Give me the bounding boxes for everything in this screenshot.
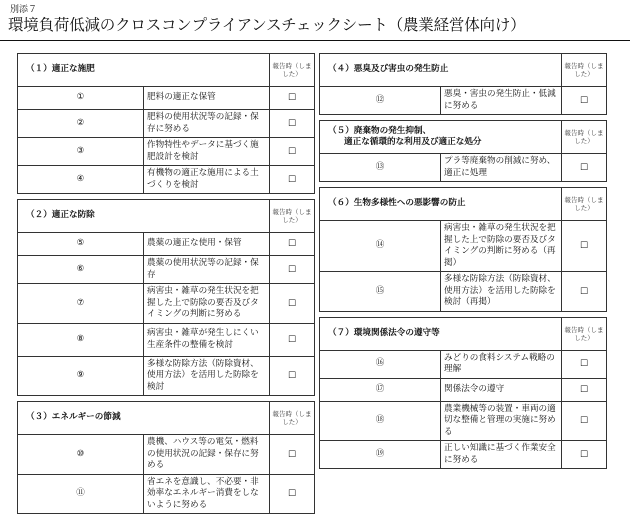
report-checkbox[interactable]: □ bbox=[270, 284, 315, 324]
item-number: ⑰ bbox=[320, 378, 441, 401]
report-column-header: 報告時（しました） bbox=[562, 188, 607, 221]
report-checkbox[interactable]: □ bbox=[562, 87, 607, 115]
item-number: ② bbox=[18, 110, 144, 138]
report-checkbox[interactable]: □ bbox=[562, 441, 607, 469]
item-text: 多様な防除方法（防除資材、使用方法）を活用した防除を検討（再掲） bbox=[441, 272, 562, 312]
report-column-header: 報告時（しました） bbox=[562, 54, 607, 87]
item-number: ⑨ bbox=[18, 356, 144, 396]
section-energy-saving bbox=[17, 401, 315, 514]
item-number: ③ bbox=[18, 138, 144, 166]
item-text: 正しい知識に基づく作業安全に努める bbox=[441, 441, 562, 469]
report-checkbox[interactable]: □ bbox=[270, 356, 315, 396]
item-number: ⑦ bbox=[18, 284, 144, 324]
section-heading: （４）悪臭及び害虫の発生防止 bbox=[320, 54, 562, 87]
title-underline bbox=[0, 40, 630, 41]
report-checkbox[interactable]: □ bbox=[562, 378, 607, 401]
item-text: 肥料の適正な保管 bbox=[144, 87, 270, 110]
section-pest-control bbox=[17, 199, 315, 396]
section-heading: （７）環境関係法令の遵守等 bbox=[320, 317, 562, 350]
item-text: 関係法令の遵守 bbox=[441, 378, 562, 401]
left-column bbox=[17, 53, 315, 519]
item-number: ⑪ bbox=[18, 474, 144, 514]
report-checkbox[interactable]: □ bbox=[270, 110, 315, 138]
section-biodiversity bbox=[319, 187, 607, 312]
right-column bbox=[319, 53, 607, 474]
section-legal-compliance bbox=[319, 317, 607, 470]
item-number: ⑬ bbox=[320, 154, 441, 182]
item-number: ⑯ bbox=[320, 350, 441, 378]
section-heading: （６）生物多様性への悪影響の防止 bbox=[320, 188, 562, 221]
item-number: ④ bbox=[18, 166, 144, 194]
report-column-header: 報告時（しました） bbox=[270, 54, 315, 87]
report-checkbox[interactable]: □ bbox=[270, 138, 315, 166]
item-text: 有機物の適正な施用による土づくりを検討 bbox=[144, 166, 270, 194]
section-heading-line1: （５）廃棄物の発生抑制、 bbox=[328, 125, 432, 136]
report-column-header: 報告時（しました） bbox=[562, 317, 607, 350]
annex-label: 別添７ bbox=[10, 5, 38, 15]
report-checkbox[interactable]: □ bbox=[562, 401, 607, 441]
report-checkbox[interactable]: □ bbox=[270, 166, 315, 194]
section-heading: （３）エネルギーの節減 bbox=[18, 402, 270, 435]
report-checkbox[interactable]: □ bbox=[270, 435, 315, 475]
item-text: 悪臭・害虫の発生防止・低減に努める bbox=[441, 87, 562, 115]
item-text: 作物特性やデータに基づく施肥設計を検討 bbox=[144, 138, 270, 166]
item-number: ⑧ bbox=[18, 323, 144, 356]
report-checkbox[interactable]: □ bbox=[270, 474, 315, 514]
item-text: 農業機械等の装置・車両の適切な整備と管理の実施に努める bbox=[441, 401, 562, 441]
item-text: 肥料の使用状況等の記録・保存に努める bbox=[144, 110, 270, 138]
section-waste bbox=[319, 120, 607, 182]
report-checkbox[interactable]: □ bbox=[270, 323, 315, 356]
item-text: 農薬の使用状況等の記録・保存 bbox=[144, 256, 270, 284]
item-text: 多様な防除方法（防除資材、使用方法）を活用した防除を検討 bbox=[144, 356, 270, 396]
item-text: 農薬の適正な使用・保管 bbox=[144, 233, 270, 256]
section-heading: （２）適正な防除 bbox=[18, 200, 270, 233]
page-title: 環境負荷低減のクロスコンプライアンスチェックシート（農業経営体向け） bbox=[8, 16, 526, 34]
item-number: ⑱ bbox=[320, 401, 441, 441]
item-text: みどりの食料システム戦略の理解 bbox=[441, 350, 562, 378]
report-column-header: 報告時（しました） bbox=[270, 402, 315, 435]
report-column-header: 報告時（しました） bbox=[270, 200, 315, 233]
report-checkbox[interactable]: □ bbox=[562, 350, 607, 378]
item-number: ⑥ bbox=[18, 256, 144, 284]
item-number: ⑮ bbox=[320, 272, 441, 312]
item-number: ⑫ bbox=[320, 87, 441, 115]
section-odor-pest bbox=[319, 53, 607, 115]
section-heading-line2: 適正な循環的な利用及び適正な処分 bbox=[344, 137, 482, 147]
report-checkbox[interactable]: □ bbox=[270, 87, 315, 110]
item-text: 病害虫・雑草の発生状況を把握した上で防除の要否及びタイミングの判断に努める（再掲） bbox=[441, 221, 562, 272]
item-number: ⑤ bbox=[18, 233, 144, 256]
report-checkbox[interactable]: □ bbox=[562, 272, 607, 312]
report-checkbox[interactable]: □ bbox=[270, 256, 315, 284]
item-text: 省エネを意識し、不必要・非効率なエネルギー消費をしないように努める bbox=[144, 474, 270, 514]
item-text: 病害虫・雑草の発生状況を把握した上で防除の要否及びタイミングの判断に努める bbox=[144, 284, 270, 324]
item-number: ⑩ bbox=[18, 435, 144, 475]
report-checkbox[interactable]: □ bbox=[562, 221, 607, 272]
item-text: プラ等廃棄物の削減に努め、適正に処理 bbox=[441, 154, 562, 182]
report-column-header: 報告時（しました） bbox=[562, 121, 607, 154]
report-checkbox[interactable]: □ bbox=[270, 233, 315, 256]
item-text: 農機、ハウス等の電気・燃料の使用状況の記録・保存に努める bbox=[144, 435, 270, 475]
item-number: ⑭ bbox=[320, 221, 441, 272]
section-heading: （１）適正な施肥 bbox=[18, 54, 270, 87]
item-text: 病害虫・雑草が発生しにくい生産条件の整備を検討 bbox=[144, 323, 270, 356]
item-number: ⑲ bbox=[320, 441, 441, 469]
item-number: ① bbox=[18, 87, 144, 110]
report-checkbox[interactable]: □ bbox=[562, 154, 607, 182]
section-heading bbox=[320, 121, 562, 154]
section-fertilizer bbox=[17, 53, 315, 194]
